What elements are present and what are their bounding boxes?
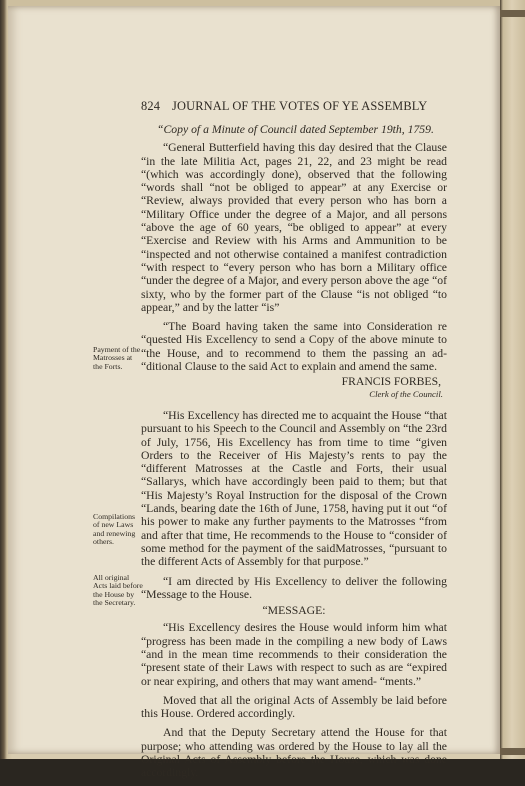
message-heading: “MESSAGE: [262,604,326,618]
signature-name: FRANCIS FORBES, [341,375,441,389]
gutter-band [500,10,525,17]
marginal-note-compilations: Compilations of new Laws and renewing others. [93,512,136,547]
journal-title: JOURNAL OF THE VOTES OF YE ASSEMBLY [172,99,428,113]
marginal-note-matrosses: Payment of the Matrosses at the Forts. [93,345,141,371]
gutter-band [500,748,525,755]
paragraph: And that the Deputy Secretary attend the House for that purpose; who attending was ordered by the House to lay all the Original Acts of Assembly before the House, which was done accordingly. [141,726,447,780]
minute-caption: “Copy of a Minute of Council dated September 19th, 1759. [157,123,434,136]
main-text [141,123,447,786]
paragraph: “His Excellency desires the House would inform him what “progress has been made in the compiling a new body of Laws “and in the mean time recommends to their consideration the “present state of their Laws with respect to such as are “expired or near expiring, and others that may want amend- “ments.” [141,621,447,688]
running-header [141,99,426,114]
marginal-note-original-acts: All original Acts laid before the House by the Secretary. [93,573,143,608]
paragraph: Moved that all the original Acts of Assembly be laid before this House. Ordered accordingly. [141,693,447,721]
paragraph: “General Butterfield having this day desired that the Clause “in the late Militia Act, pages 21, 22, and 23 might be read “(which was accordingly done), observed that the following “words shall “not be obliged to appear” at any Exercise or “Review, always provided that every person who has born a “Military Office under the degree of a Major, and all persons “above the age of 60 years, “be obliged to appear” at every “Exercise and Review with his Arms and Ammunition to be “inspected and not otherwise contained a manifest contradiction “with respect to “every person who has born a Military office “under the degree of a Major, and every person above the age “of sixty, who by the former part of the Clause “is not obliged “to appear,” and by the latter “is” [141,141,447,314]
signature-title: Clerk of the Council. [369,388,443,399]
page-number: 824 [141,99,161,113]
binding-gutter [500,0,525,759]
paragraph: “His Excellency has directed me to acquaint the House “that pursuant to his Speech to the Council and Assembly on “the 23rd of July, 1756, His Excellency has from time to time “given Orders to the Receiver of His Majesty’s rents to pay the “different Matrosses at the Castle and Forts, their usual “Sallarys, which have accordingly been paid to them; but that “His Majesty’s Royal Instruction for the disposal of the Crown “Lands, bearing date the 16th of June, 1758, having put it out “of his power to make any further payments to the Matrosses “from and after that time, He recommends to the House to “consider of some method for the payment of the saidMatrosses, “pursuant to the different Acts of Assembly for that purpose.” [141,408,447,569]
paragraph: “I am directed by His Excellency to deliver the following “Message to the House. [141,574,447,601]
paragraph: “The Board having taken the same into Consideration re “quested His Excellency to send a Copy of the above minute to “the House, and to recommend to them the passing an ad- “ditional Clause to the said Act to explain and amend the same. [141,320,447,374]
